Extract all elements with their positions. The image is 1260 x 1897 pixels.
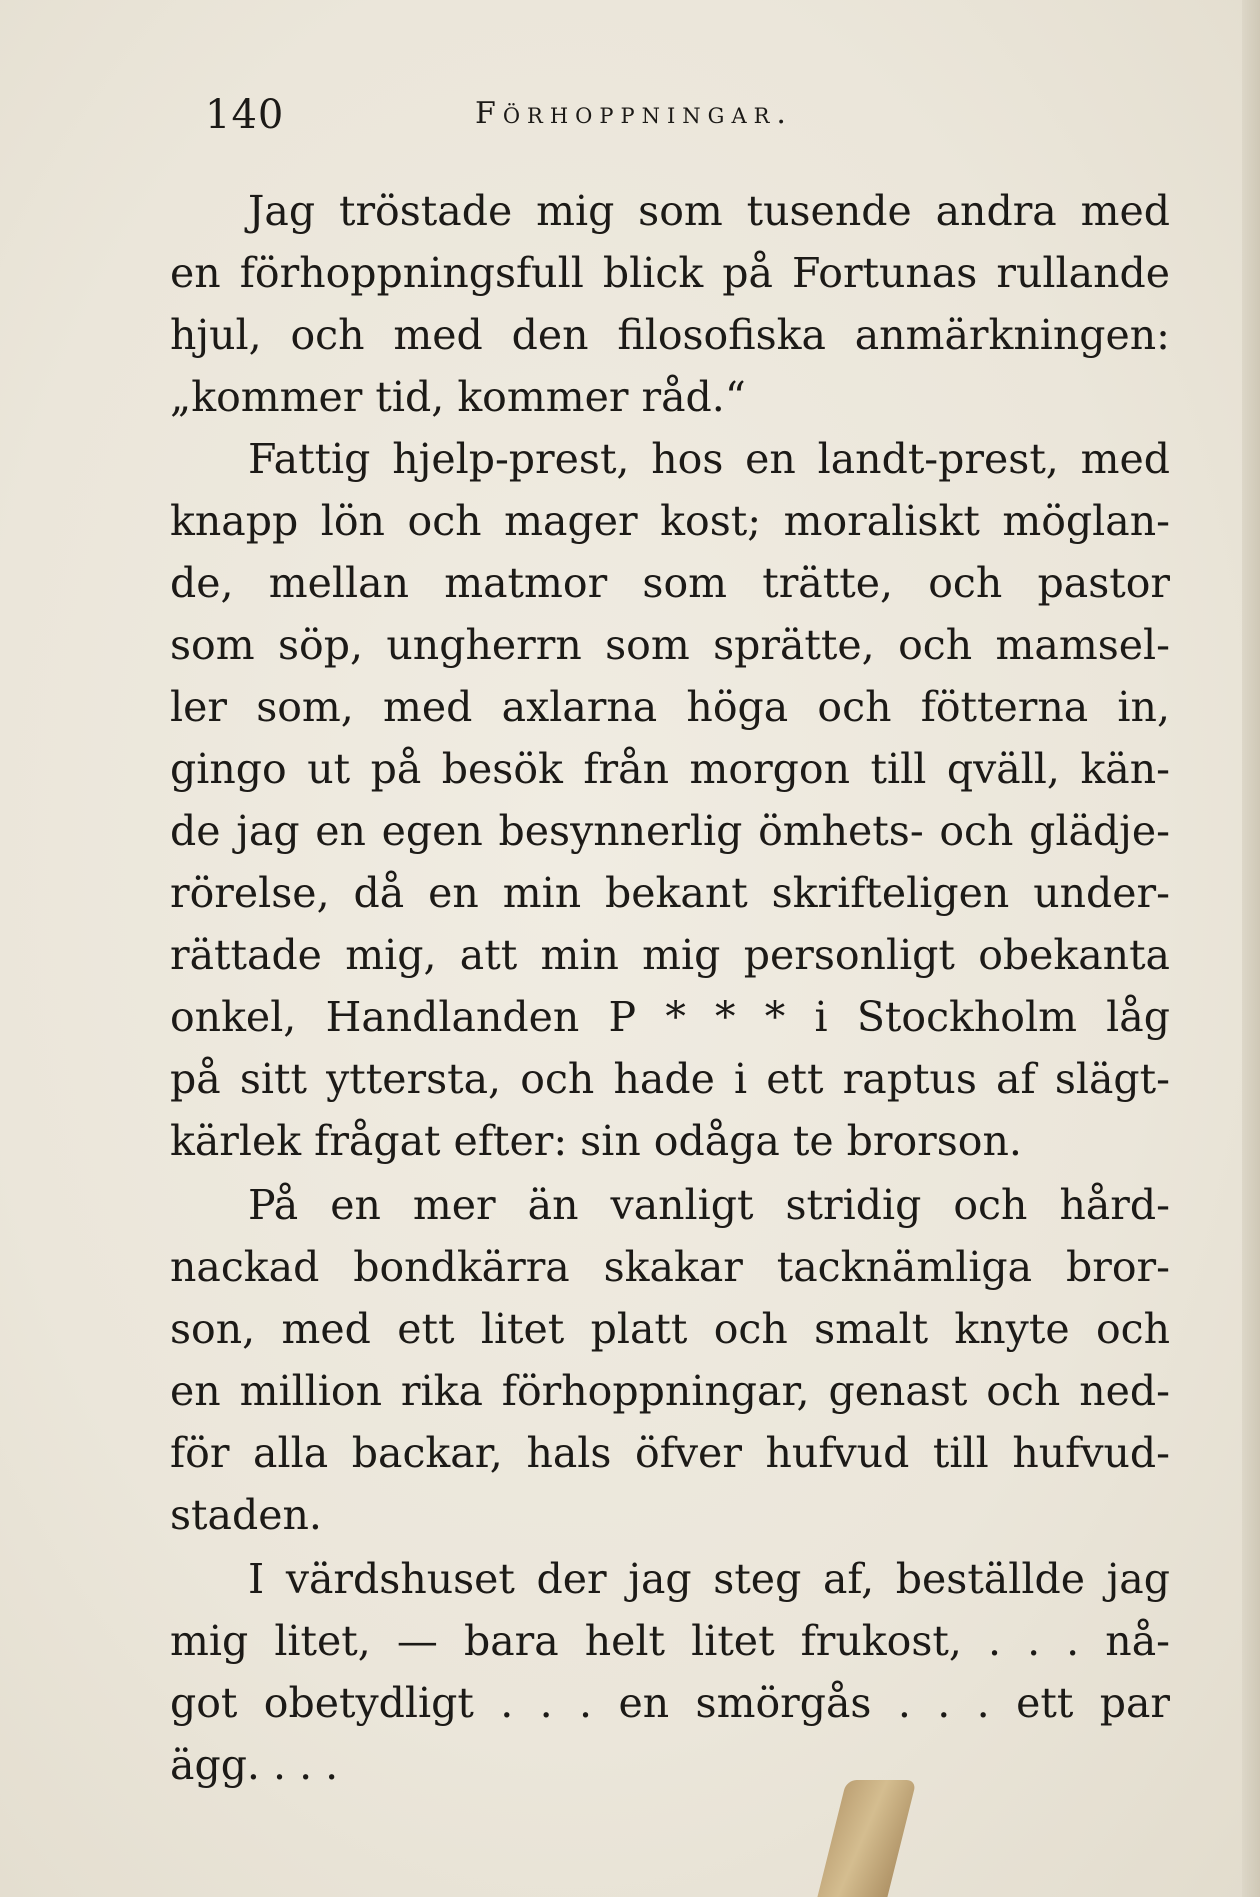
text-line: de, mellan matmor som trätte, och pastor bbox=[170, 559, 1170, 607]
paragraph-2 bbox=[170, 428, 1170, 1172]
page-gutter bbox=[1242, 0, 1260, 1897]
text-line: en förhoppningsfull blick på Fortunas rullande bbox=[170, 249, 1170, 297]
text-line: knapp lön och mager kost; moraliskt möglan- bbox=[170, 497, 1170, 545]
text-line: ägg. . . . bbox=[170, 1741, 339, 1789]
text-line: gingo ut på besök från morgon till qväll, kän- bbox=[170, 745, 1170, 793]
text-line: got obetydligt . . . en smörgås . . . ett par bbox=[170, 1679, 1170, 1727]
text-line: onkel, Handlanden P * * * i Stockholm låg bbox=[170, 993, 1170, 1041]
paragraph-1 bbox=[170, 180, 1170, 428]
text-line: som söp, ungherrn som sprätte, och mamsel- bbox=[170, 621, 1170, 669]
text-line: „kommer tid, kommer råd.“ bbox=[170, 373, 746, 421]
text-line: I värdshuset der jag steg af, beställde jag bbox=[248, 1555, 1170, 1603]
text-line: kärlek frågat efter: sin odåga te brorson. bbox=[170, 1117, 1022, 1165]
paper-bookmark bbox=[817, 1780, 916, 1897]
text-line: Jag tröstade mig som tusende andra med bbox=[248, 187, 1170, 235]
text-line: Fattig hjelp-prest, hos en landt-prest, med bbox=[248, 435, 1170, 483]
text-line: hjul, och med den filosofiska anmärkningen: bbox=[170, 311, 1170, 359]
paragraph-3 bbox=[170, 1174, 1170, 1546]
paragraph-4 bbox=[170, 1548, 1170, 1796]
text-line: På en mer än vanligt stridig och hård- bbox=[248, 1181, 1170, 1229]
running-head-title: Förhoppningar. bbox=[475, 96, 793, 131]
text-line: de jag en egen besynnerlig ömhets- och glädje- bbox=[170, 807, 1170, 855]
text-line: mig litet, — bara helt litet frukost, . . . nå- bbox=[170, 1617, 1170, 1665]
body-text bbox=[170, 180, 1170, 1796]
text-line: nackad bondkärra skakar tacknämliga bror- bbox=[170, 1243, 1170, 1291]
running-head bbox=[205, 92, 1105, 142]
text-line: staden. bbox=[170, 1491, 322, 1539]
text-line: på sitt yttersta, och hade i ett raptus af slägt- bbox=[170, 1055, 1170, 1103]
text-line: en million rika förhoppningar, genast och ned- bbox=[170, 1367, 1170, 1415]
text-line: rörelse, då en min bekant skrifteligen under- bbox=[170, 869, 1170, 917]
page-number: 140 bbox=[205, 92, 285, 138]
text-line: för alla backar, hals öfver hufvud till hufvud- bbox=[170, 1429, 1170, 1477]
text-line: rättade mig, att min mig personligt obekanta bbox=[170, 931, 1170, 979]
text-line: ler som, med axlarna höga och fötterna in, bbox=[170, 683, 1170, 731]
text-line: son, med ett litet platt och smalt knyte och bbox=[170, 1305, 1170, 1353]
